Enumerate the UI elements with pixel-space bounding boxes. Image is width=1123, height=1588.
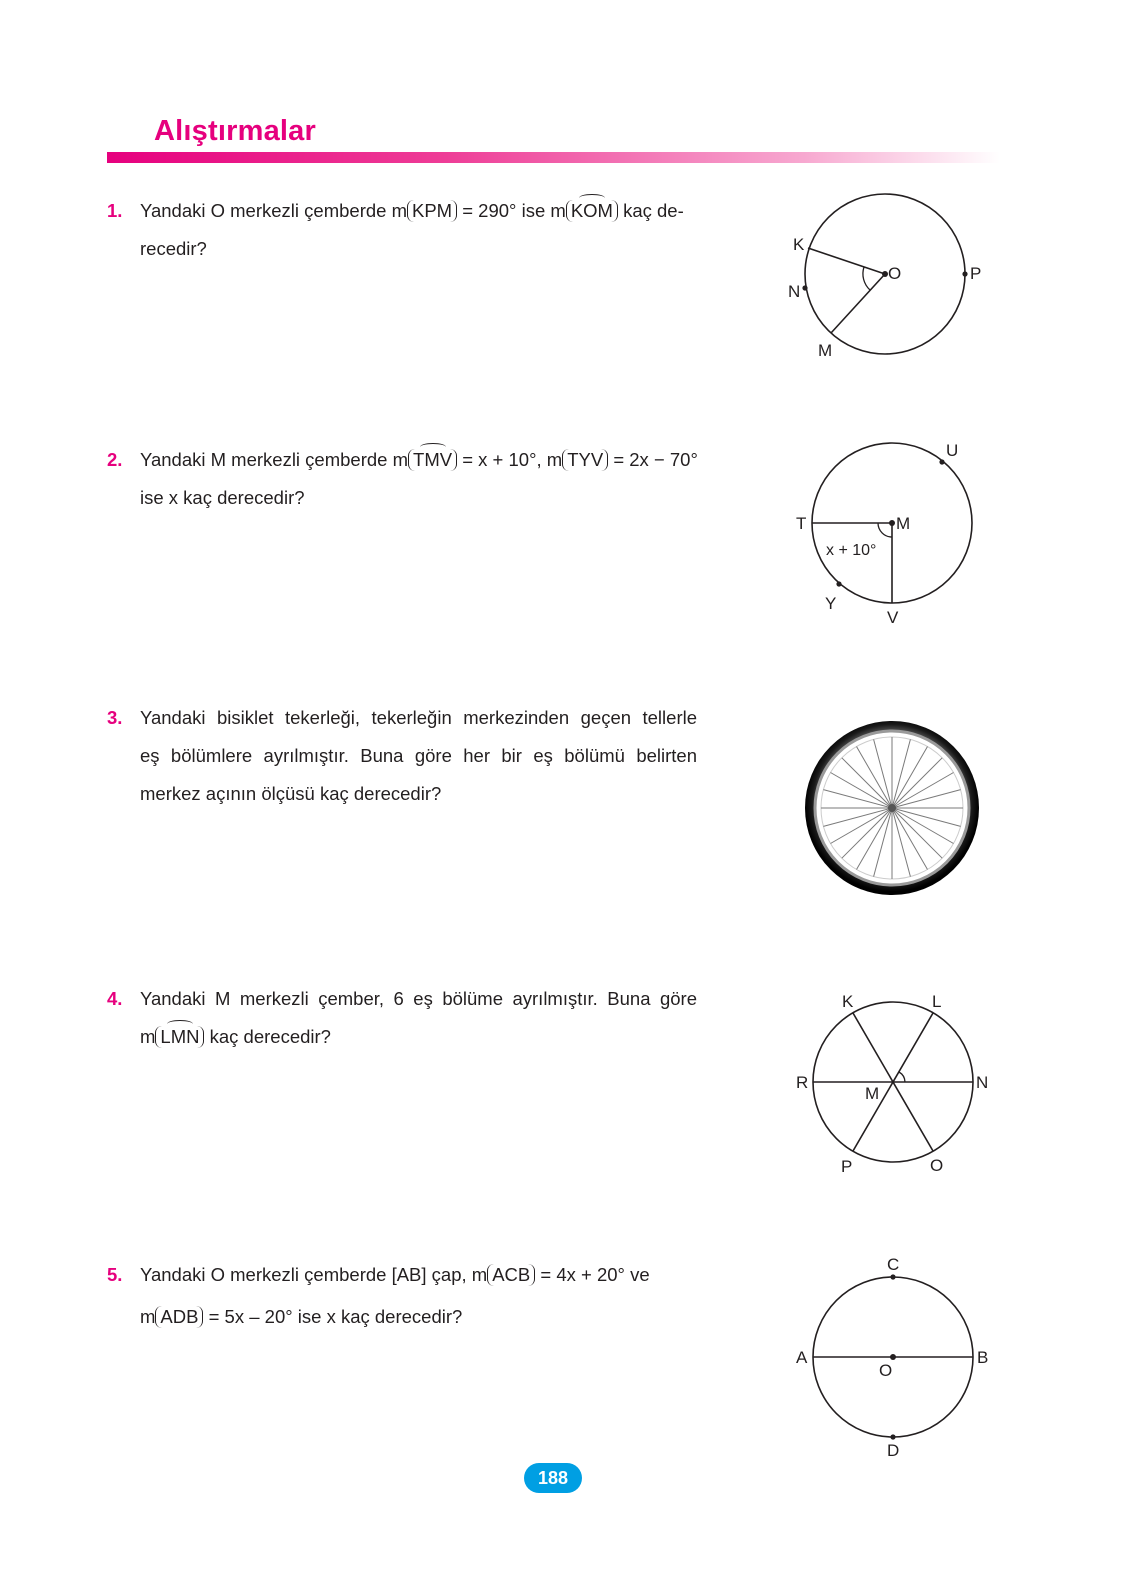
question-number: 4. — [107, 988, 123, 1009]
arc-tmv: TMV — [408, 449, 457, 471]
question-text-line: m LMN kaç derecedir? — [140, 1018, 697, 1056]
question-text-line: Yandaki M merkezli çember, 6 eş bölüme ayrılmıştır. Buna göre — [140, 988, 697, 1009]
label-n: N — [788, 282, 801, 301]
label-t: T — [796, 514, 807, 533]
arc-kpm: KPM — [407, 200, 457, 222]
arc-measure: m KPM — [392, 192, 458, 230]
question-2 — [107, 441, 727, 517]
radius-ok — [808, 248, 885, 274]
question-4 — [107, 980, 697, 1056]
label-u: U — [946, 441, 959, 460]
label-v: V — [887, 608, 899, 627]
label-o: O — [888, 264, 902, 283]
label-y: Y — [825, 594, 837, 613]
radius-om — [831, 274, 885, 333]
question-text: Yandaki O merkezli çemberde m KPM = 290° ise m KOM kaç de- recedir? — [140, 192, 727, 268]
label-o: O — [879, 1361, 893, 1380]
label-n: N — [976, 1073, 989, 1092]
label-m: M — [818, 341, 833, 360]
question-number: 5. — [107, 1264, 123, 1285]
page-title: Alıştırmalar — [154, 115, 316, 147]
angle-kom: KOM — [566, 200, 618, 222]
arc-measure: m TYV — [547, 441, 608, 479]
label-r: R — [796, 1073, 809, 1092]
point-n — [802, 285, 807, 290]
label-m: M — [865, 1084, 880, 1103]
angle-arc-lmn — [899, 1072, 905, 1082]
arc-measure: m LMN — [140, 1018, 204, 1056]
angle-label: x + 10° — [826, 542, 877, 559]
label-m: M — [896, 514, 911, 533]
question-1 — [107, 192, 727, 268]
question-text: Yandaki M merkezli çemberde m TMV = x + 10°, m TYV = 2x − 70° ise x kaç derecedir? — [140, 441, 727, 517]
arc-measure: m ACB — [472, 1254, 535, 1296]
question-text: Yandaki O merkezli çemberde [AB] çap, m ACB = 4x + 20° ve m ADB = 5x – 20° ise x kaç derecedir? — [140, 1254, 727, 1338]
arc-adb: ADB — [155, 1306, 203, 1328]
angle-lmn: LMN — [155, 1026, 204, 1048]
point-u — [939, 459, 944, 464]
label-l: L — [932, 992, 942, 1011]
question-text-line: merkez açının ölçüsü kaç derecedir? — [140, 783, 442, 804]
angle-arc-kom — [863, 267, 870, 290]
label-p: P — [970, 264, 982, 283]
center-point — [889, 520, 895, 526]
label-d: D — [887, 1441, 900, 1460]
bicycle-wheel-image — [800, 718, 985, 900]
arc-measure: m ADB — [140, 1296, 203, 1338]
label-o: O — [930, 1156, 944, 1175]
center-point — [890, 1354, 896, 1360]
question-number: 1. — [107, 200, 123, 221]
label-k: K — [842, 992, 854, 1011]
question-number: 3. — [107, 707, 123, 728]
label-c: C — [887, 1255, 900, 1274]
arc-acb: ACB — [487, 1264, 535, 1286]
arc-measure: m TMV — [393, 441, 457, 479]
arc-measure: m KOM — [550, 192, 618, 230]
question-5 — [107, 1254, 727, 1338]
segment-ab: [AB] — [391, 1264, 427, 1285]
point-p — [962, 271, 967, 276]
label-a: A — [796, 1348, 808, 1367]
point-d — [890, 1434, 895, 1439]
point-y — [836, 581, 841, 586]
label-p: P — [841, 1157, 853, 1176]
circle-diagram-4 — [780, 985, 1000, 1185]
circle-diagram-1 — [780, 180, 1000, 380]
hub — [888, 804, 896, 812]
point-c — [890, 1274, 895, 1279]
title-underline-bar — [107, 152, 1000, 163]
label-k: K — [793, 235, 805, 254]
arc-tyv: TYV — [562, 449, 608, 471]
question-number: 2. — [107, 449, 123, 470]
circle-diagram-5 — [780, 1250, 1000, 1465]
question-text-line: Yandaki bisiklet tekerleği, tekerleğin merkezinden geçen tellerle — [140, 707, 697, 728]
page-number-badge: 188 — [524, 1463, 582, 1493]
label-b: B — [977, 1348, 989, 1367]
question-3 — [107, 699, 697, 813]
circle-diagram-2 — [780, 430, 1000, 630]
question-text-line: eş bölümlere ayrılmıştır. Buna göre her bir eş bölümü belirten — [140, 745, 697, 766]
